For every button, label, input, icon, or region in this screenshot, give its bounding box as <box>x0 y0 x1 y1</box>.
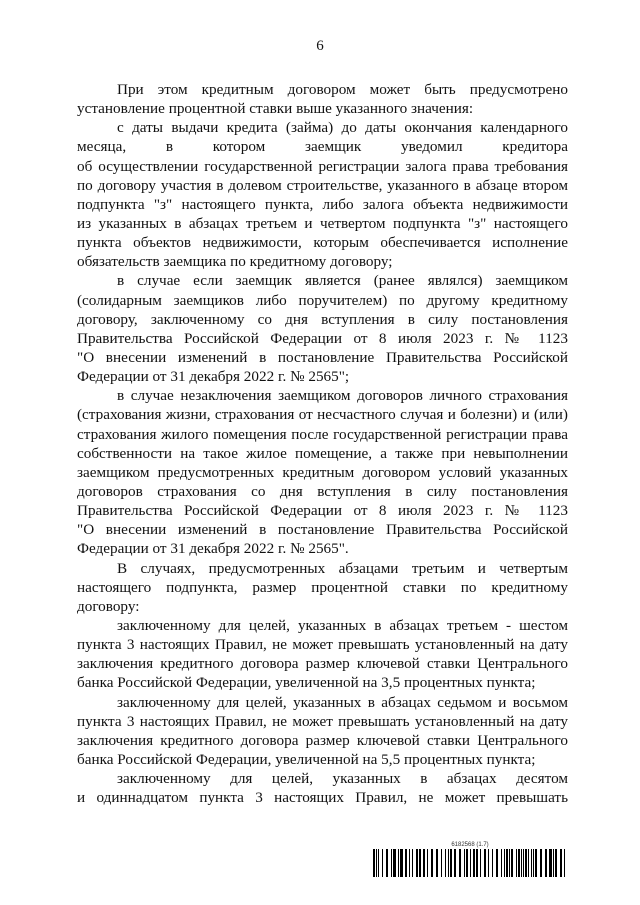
text-line: пункта 3 настоящих Правил, не может превышать установленный на дату <box>77 712 568 730</box>
text-line: (страхования жизни, страхования от несчастного случая и болезни) и (или) <box>77 406 568 424</box>
text-line: Правительства Российской Федерации от 8 июля 2023 г. № 1123 <box>77 329 568 347</box>
text-line: заключенному для целей, указанных в абзацах седьмом и восьмом <box>117 693 568 711</box>
barcode-block <box>372 842 568 877</box>
text-line: пункта 3 настоящих Правил, не может превышать установленный на дату <box>77 636 568 654</box>
text-line: по договору участия в долевом строительстве, указанного в абзаце втором <box>77 176 568 194</box>
text-line: банка Российской Федерации, увеличенной на 5,5 процентных пункта; <box>77 750 536 768</box>
text-line: пункта объектов недвижимости, которым обеспечивается исполнение <box>77 234 568 252</box>
text-line: установление процентной ставки выше указанного значения: <box>77 100 474 118</box>
text-line: банка Российской Федерации, увеличенной на 3,5 процентных пункта; <box>77 674 536 692</box>
text-line: страхования жилого помещения после государственной регистрации права <box>77 425 568 443</box>
text-line: Федерации от 31 декабря 2022 г. № 2565"; <box>77 368 350 386</box>
text-line: Федерации от 31 декабря 2022 г. № 2565". <box>77 540 349 558</box>
text-line: договору, заключенному со дня вступления в силу постановления <box>77 310 568 328</box>
text-line: заключения кредитного договора размер ключевой ставки Центрального <box>77 731 568 749</box>
text-line: и одиннадцатом пункта 3 настоящих Правил, не может превышать <box>77 789 568 807</box>
text-line: "О внесении изменений в постановление Правительства Российской <box>77 348 568 366</box>
text-line: договору: <box>77 597 140 615</box>
text-line: обязательств заемщика по кредитному договору; <box>77 253 393 271</box>
text-line: Правительства Российской Федерации от 8 июля 2023 г. № 1123 <box>77 502 568 520</box>
barcode-label: 6182568 (1.7) <box>451 842 489 848</box>
text-line: заключенному для целей, указанных в абзацах десятом <box>117 770 568 788</box>
text-line: об осуществлении государственной регистрации залога права требования <box>77 157 568 175</box>
text-line: месяца, в котором заемщик уведомил кредитора <box>77 138 568 156</box>
text-line: с даты выдачи кредита (займа) до даты окончания календарного <box>117 119 568 137</box>
barcode-image <box>372 849 568 877</box>
text-line: заключения кредитного договора размер ключевой ставки Центрального <box>77 655 568 673</box>
page-number: 6 <box>316 38 324 54</box>
text-line: настоящего подпункта, размер процентной ставки по кредитному <box>77 578 568 596</box>
text-line: в случае если заемщик является (ранее являлся) заемщиком <box>117 272 568 290</box>
text-line: из указанных в абзацах третьем и четвертом подпункта "з" настоящего <box>77 214 568 232</box>
text-line: "О внесении изменений в постановление Правительства Российской <box>77 521 568 539</box>
document-body <box>77 80 568 807</box>
text-line: договоров страхования со дня вступления в силу постановления <box>77 482 568 500</box>
text-line: (солидарным заемщиков либо поручителем) по другому кредитному <box>77 291 568 309</box>
text-line: в случае незаключения заемщиком договоров личного страхования <box>117 387 568 405</box>
text-line: заключенному для целей, указанных в абзацах третьем - шестом <box>117 616 568 634</box>
text-line: При этом кредитным договором может быть предусмотрено <box>117 81 568 98</box>
text-line: В случаях, предусмотренных абзацами третьим и четвертым <box>117 559 568 577</box>
text-line: заемщиком предусмотренных кредитным договором условий указанных <box>77 463 568 481</box>
text-line: собственности на такое жилое помещение, а также при невыполнении <box>77 444 568 462</box>
text-line: подпункта "з" настоящего пункта, либо залога объекта недвижимости <box>77 195 568 213</box>
